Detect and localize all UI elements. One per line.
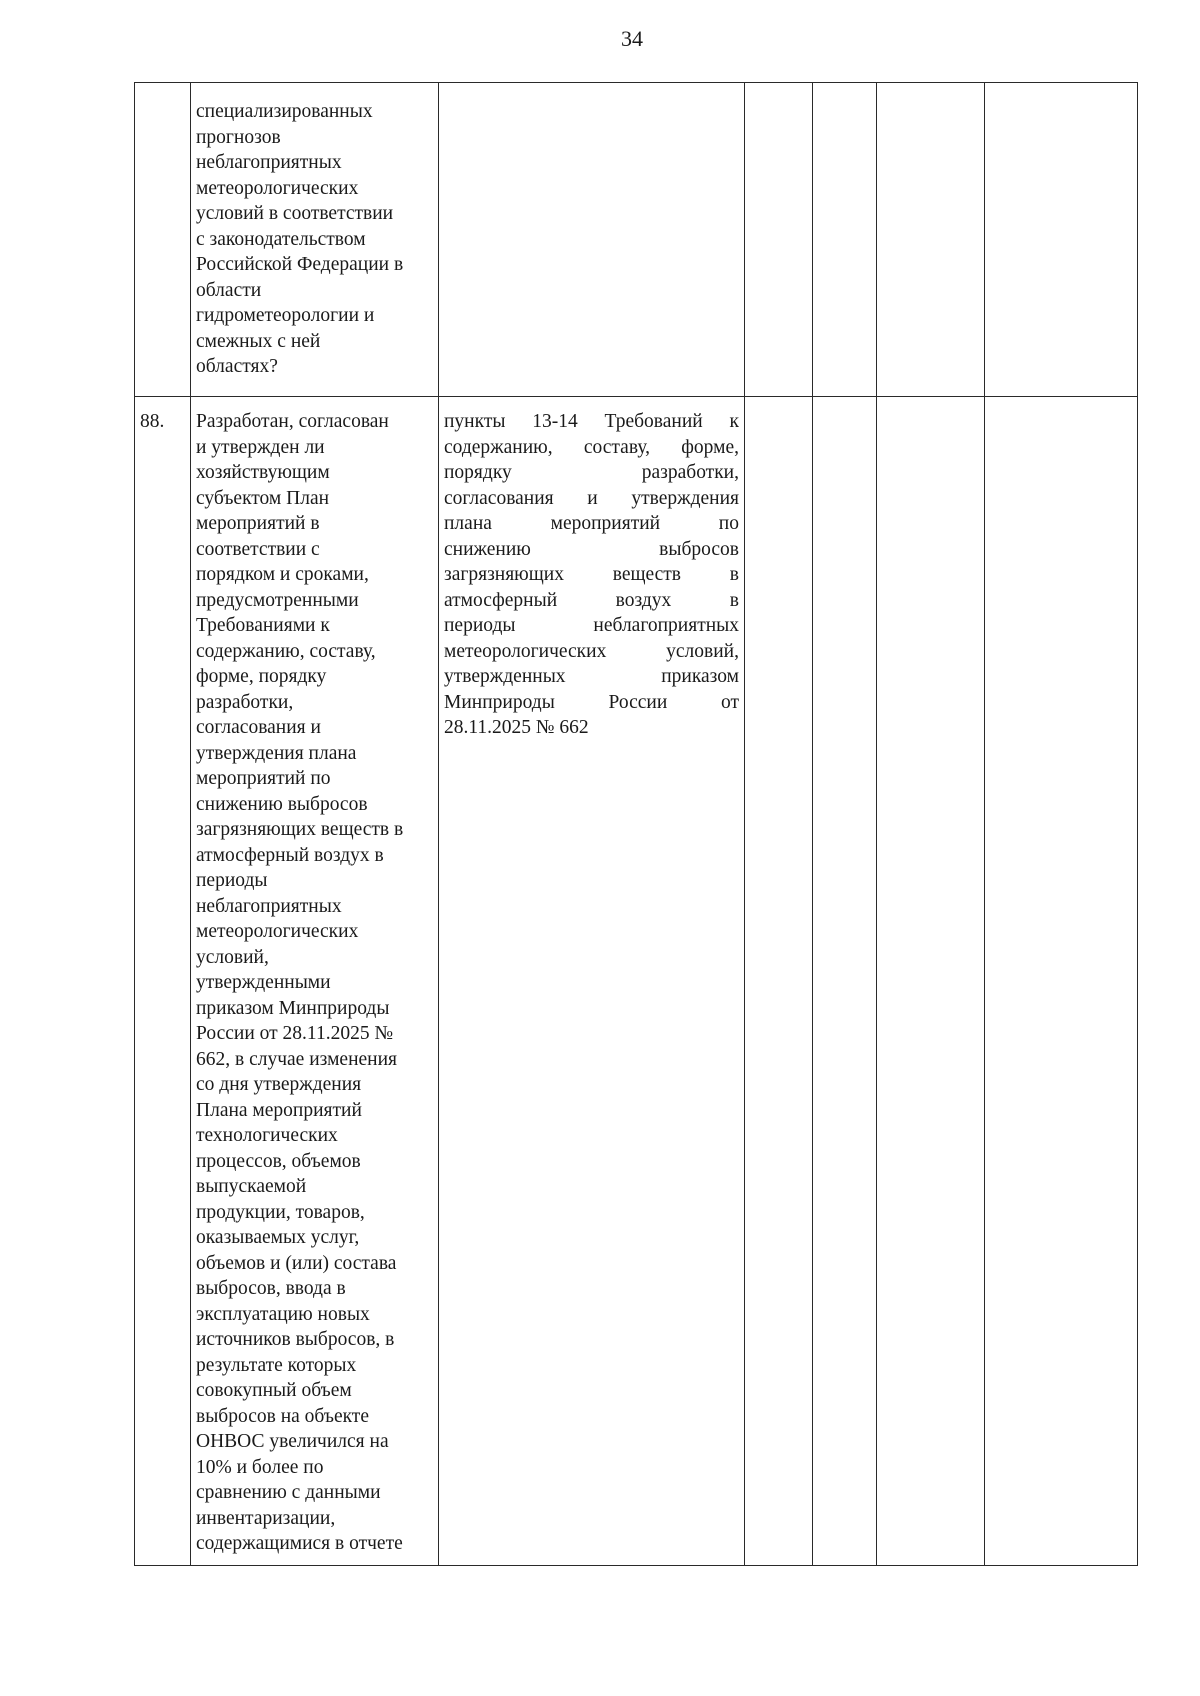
text-line: мероприятий в [196, 513, 320, 534]
text-line: субъектом План [196, 487, 330, 509]
text-line: метеорологических [196, 177, 359, 199]
text-line: метеорологических условий, [444, 640, 739, 662]
text-line: гидрометеорологии и [196, 305, 375, 326]
text-line: Российской Федерации в [196, 254, 404, 275]
text-line: объемов и (или) состава [196, 1252, 397, 1274]
text-line: Разработан, согласован [196, 411, 389, 432]
text-line: содержащимися в отчете [196, 1533, 403, 1554]
text-line: неблагоприятных [196, 895, 342, 917]
text-line: источников выбросов, в [196, 1329, 395, 1350]
text-line: с законодательством [196, 228, 366, 250]
text-line: условий, [196, 946, 269, 968]
reference-cell [439, 83, 745, 397]
text-line: России от 28.11.2025 № [196, 1023, 394, 1044]
text-line: утверждения плана [196, 742, 357, 764]
text-line: снижению выбросов [196, 793, 368, 815]
text-line: пункты 13-14 Требований к [444, 411, 739, 432]
empty-cell [745, 83, 813, 397]
empty-cell [813, 397, 877, 1566]
text-line: соответствии с [196, 538, 320, 560]
text-line: смежных с ней [196, 330, 321, 352]
text-line: метеорологических [196, 921, 359, 942]
text-line: технологических [196, 1125, 338, 1146]
text-line: загрязняющих веществ в [444, 564, 739, 585]
empty-cell [877, 83, 985, 397]
text-line: ОНВОС увеличился на [196, 1431, 389, 1452]
text-line: мероприятий по [196, 768, 331, 789]
text-line: плана мероприятий по [444, 513, 739, 534]
text-line: согласования и утверждения [444, 487, 739, 509]
empty-cell [985, 83, 1138, 397]
table-row [135, 83, 1138, 397]
question-text [196, 99, 433, 380]
text-line: выпускаемой [196, 1176, 307, 1197]
text-line: области [196, 279, 262, 301]
requirements-table [134, 82, 1138, 1566]
text-line: порядком и сроками, [196, 564, 369, 585]
empty-cell [813, 83, 877, 397]
text-line: 662, в случае изменения [196, 1048, 397, 1070]
text-line: выбросов, ввода в [196, 1278, 346, 1299]
text-line: содержанию, составу, [196, 640, 376, 662]
text-line: порядку разработки, [444, 462, 739, 483]
text-line: сравнению с данными [196, 1482, 381, 1503]
text-line: оказываемых услуг, [196, 1227, 360, 1248]
text-line: периоды [196, 870, 268, 891]
text-line: процессов, объемов [196, 1150, 361, 1172]
text-line: со дня утверждения [196, 1074, 362, 1095]
reference-cell [439, 397, 745, 1566]
row-number-cell [135, 83, 191, 397]
row-number-cell: 88. [135, 397, 191, 1566]
text-line: согласования и [196, 717, 321, 738]
text-line: и утвержден ли [196, 436, 325, 458]
text-line: неблагоприятных [196, 152, 342, 173]
text-line: предусмотренными [196, 589, 359, 611]
text-line: 28.11.2025 № 662 [444, 717, 589, 738]
text-line: условий в соответствии [196, 203, 394, 224]
text-line: разработки, [196, 691, 294, 713]
text-line: периоды неблагоприятных [444, 615, 739, 636]
text-line: эксплуатацию новых [196, 1303, 370, 1325]
text-line: содержанию, составу, форме, [444, 436, 739, 458]
page-number: 34 [621, 26, 643, 51]
text-line: инвентаризации, [196, 1507, 336, 1529]
text-line: утвержденных приказом [444, 666, 739, 687]
question-cell [191, 397, 439, 1566]
text-line: снижению выбросов [444, 538, 739, 560]
text-line: прогнозов [196, 126, 281, 148]
text-line: загрязняющих веществ в [196, 819, 404, 840]
text-line: Плана мероприятий [196, 1099, 362, 1121]
question-cell [191, 83, 439, 397]
text-line: областях? [196, 356, 278, 377]
text-line: совокупный объем [196, 1380, 352, 1401]
text-line: Требованиями к [196, 615, 330, 636]
text-line: форме, порядку [196, 666, 327, 687]
text-line: хозяйствующим [196, 462, 330, 483]
text-line: утвержденными [196, 972, 331, 993]
table-row [135, 397, 1138, 1566]
text-line: атмосферный воздух в [444, 589, 739, 611]
reference-text [444, 409, 739, 741]
text-line: Минприроды России от [444, 691, 739, 713]
text-line: 10% и более по [196, 1456, 324, 1478]
text-line: специализированных [196, 101, 373, 122]
text-line: атмосферный воздух в [196, 844, 384, 866]
empty-cell [985, 397, 1138, 1566]
empty-cell [745, 397, 813, 1566]
text-line: результате которых [196, 1354, 357, 1376]
text-line: продукции, товаров, [196, 1201, 365, 1223]
question-text [196, 409, 433, 1557]
text-line: приказом Минприроды [196, 997, 390, 1019]
text-line: выбросов на объекте [196, 1405, 369, 1427]
empty-cell [877, 397, 985, 1566]
